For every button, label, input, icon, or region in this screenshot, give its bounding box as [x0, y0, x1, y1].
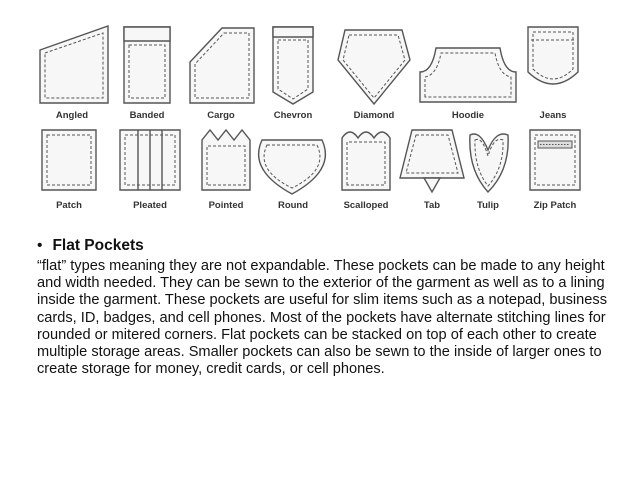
pocket-cargo: [190, 28, 254, 121]
pocket-patch: [42, 130, 96, 211]
pocket-pointed: [202, 130, 250, 211]
pocket-label-hoodie: Hoodie: [451, 110, 485, 121]
pocket-tulip: [470, 134, 508, 211]
pocket-pleated: [120, 130, 180, 211]
pocket-scalloped: [342, 132, 390, 211]
bullet-heading: [37, 237, 617, 255]
pocket-label-tab: Tab: [423, 200, 441, 211]
pocket-round: [259, 140, 326, 211]
pocket-label-chevron: Chevron: [273, 110, 313, 121]
pocket-zip-patch: [530, 130, 580, 211]
pocket-label-pointed: Pointed: [208, 200, 244, 211]
pocket-label-round: Round: [277, 200, 309, 211]
bullet-marker: •: [37, 237, 43, 254]
pocket-label-zip-patch: Zip Patch: [533, 200, 577, 211]
pocket-label-cargo: Cargo: [207, 110, 235, 121]
pocket-label-pleated: Pleated: [133, 200, 167, 211]
pocket-diamond: [338, 30, 410, 121]
pocket-label-patch: Patch: [56, 200, 82, 211]
pocket-hoodie: [420, 48, 516, 121]
pocket-styles-diagram: [0, 0, 638, 225]
content-text: [37, 237, 617, 378]
pocket-label-diamond: Diamond: [353, 110, 395, 121]
pocket-banded: [124, 27, 170, 121]
pocket-label-banded: Banded: [129, 110, 165, 121]
section-body: “flat” types meaning they are not expandable. These pockets can be made to any height and width needed. They can be sewn to the exterior of the garment as well as to a lining inside the garment. These pockets are useful for slim items such as a notepad, business cards, ID, badges, and cell phones. Most of the pockets have alternate stitching lines for rounded or mitered corners. Flat pockets can be stacked on top of each other to create multiple storage areas. Smaller pockets can also be sewn to the inside of larger ones to create storage for money, credit cards, or cell phones.: [37, 258, 607, 378]
pocket-tab: [400, 130, 464, 211]
section-title: Flat Pockets: [52, 237, 144, 254]
pocket-label-angled: Angled: [55, 110, 89, 121]
pocket-label-scalloped: Scalloped: [343, 200, 389, 211]
pocket-jeans: [528, 27, 578, 121]
pocket-label-tulip: Tulip: [477, 200, 499, 211]
pocket-angled: [40, 26, 108, 121]
pocket-chevron: [273, 27, 313, 121]
pocket-label-jeans: Jeans: [539, 110, 567, 121]
